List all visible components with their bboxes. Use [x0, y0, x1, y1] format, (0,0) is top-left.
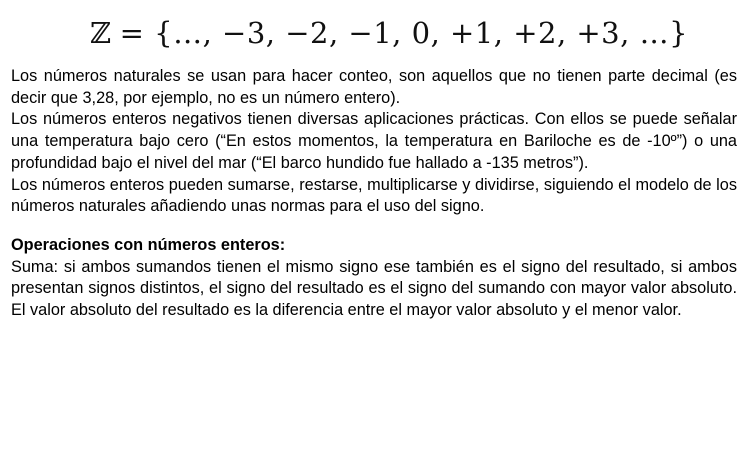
integers-set-formula: [41, 0, 737, 66]
integers-set-expression: = {…, −3, −2, −1, 0, +1, +2, +3, …}: [119, 16, 689, 50]
paragraph-integer-operations: Los números enteros pueden sumarse, restarse, multiplicarse y dividirse, siguiendo el modelo de los números naturales añadiendo unas normas para el uso del signo.: [11, 175, 737, 216]
paragraph-negative-integers: Los números enteros negativos tienen diversas aplicaciones prácticas. Con ellos se puede señalar una temperatura bajo cero (“En estos momentos, la temperatura en Bariloche es de -10º”) o una profundidad bajo el nivel del mar (“El barco hundido fue hallado a -135 metros”).: [11, 110, 737, 172]
integers-symbol: ℤ: [89, 16, 112, 50]
paragraph-addition-rule: Suma: si ambos sumandos tienen el mismo signo ese también es el signo del resultado, si ambos presentan signos distintos, el signo del resultado es el signo del sumando con mayor valor absoluto. El valor absoluto del resultado es la diferencia entre el mayor valor absoluto y el menor valor.: [11, 257, 737, 320]
paragraph-natural-numbers: Los números naturales se usan para hacer conteo, son aquellos que no tienen parte decimal (es decir que 3,28, por ejemplo, no es un número entero).: [11, 67, 737, 107]
section-heading-operations: Operaciones con números enteros:: [11, 235, 286, 254]
